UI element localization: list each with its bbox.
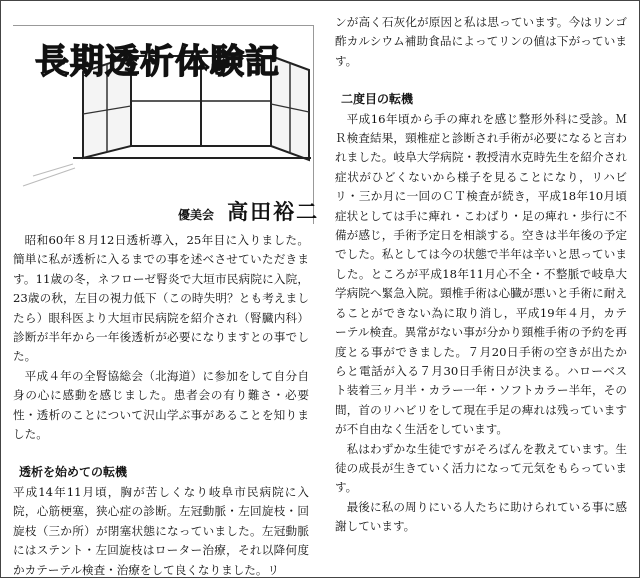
section2-paragraph-1: 平成16年頃から手の痺れを感じ整形外科に受診。ＭＲ検査結果，頸椎症と診断され手術が必要になると言われました。岐阜大学病院・教授清水克時先生を紹介され症状がひどくないから様子を見ることになり，リハビリ・三か月に一回のＣＴ検査が続き，平成18年10月頃症状としては手に痺れ・こわばり・足の痺れ・歩行に不備が感じ，手術予定日を相談する。空きは半年後の予定でした。私としては今の状態で半年は辛いと思っていました。ところが平成18年11月心不全・不整脈で岐阜大学病院へ緊急入院。頸椎手術は心臓が悪いと手術に耐えることができない為に取り消し，平成19年４月，カテーテル検査。異常がない事が分かり頸椎手術の予約を再度とる事ができました。７月20日手術の空きが出たからと電話が入る７月30日手術日が決まる。ハローベスト装着三ヶ月半・カラー一年・ソフトカラー半年，その間，首のリハビリをして現在手足の痺れは残っていますが不自由なく生活をしています。: [335, 111, 627, 437]
section1-paragraph: 平成14年11月頃，胸が苦しくなり岐阜市民病院に入院，心筋梗塞，狭心症の診断。左冠動脈・左回旋枝・回旋枝（三か所）が閉塞状態になっていました。左冠動脈にはステント・左回旋枝はローター治療，それ以降何度かカテーテル検査・治療をして良くなりました。リ: [13, 484, 309, 577]
right-column: [335, 13, 627, 537]
section1-heading: 透析を始めての転機: [19, 465, 128, 480]
section2-paragraph-3: 最後に私の周りにいる人たちに助けられている事に感謝しています。: [335, 499, 627, 534]
intro-paragraph-2: 平成４年の全腎協総会（北海道）に参加をして自分自身の心に感動を感じました。患者会の有り難さ・必要性・透析のことについて沢山学ぶ事があることを知りました。: [13, 368, 309, 442]
title-banner: [13, 25, 320, 224]
article-title: 長期透析体験記: [35, 42, 280, 82]
continued-paragraph: ンが高く石灰化が原因と私は思っています。今はリンゴ酢カルシウム補助食品によってリンの値は下がっています。: [335, 15, 627, 68]
intro-paragraph-1: 昭和60年８月12日透析導入，25年目に入りました。簡単に私が透析に入るまでの事を述べさせていただきます。11歳の冬，ネフローゼ腎炎で大垣市民病院に入院，23歳の秋，左目の視力低下（この時失明？とも考えましたら）眼科医より大垣市民病院を紹介され（腎臓内科）診断が半年から一年後透析が必要になりますとの事でした。: [13, 233, 309, 364]
section2-heading: 二度目の転機: [341, 92, 414, 107]
left-column: [13, 231, 309, 580]
section2-paragraph-2: 私はわずかな生徒ですがそろばんを教えています。生徒の成長が生きていく活力になって元気をもらっています。: [335, 441, 627, 495]
author-name: 高田裕二: [227, 200, 320, 224]
affiliation: 優美会: [178, 208, 215, 222]
byline: [178, 196, 319, 226]
